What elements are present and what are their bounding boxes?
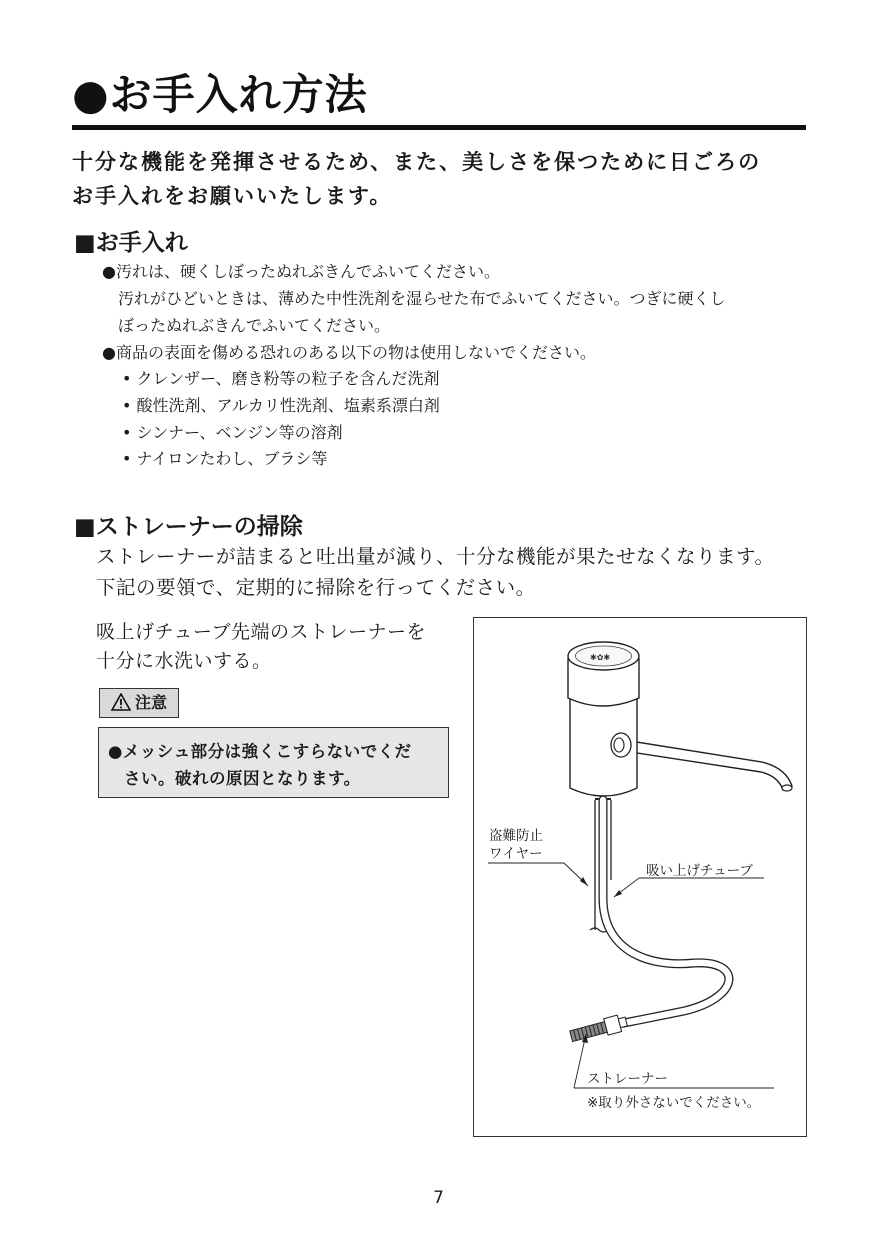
- section-heading-care: ■お手入れ: [74, 230, 188, 256]
- care-bullet-1-line-1: ●汚れは、硬くしぼったぬれぶきんでふいてください。: [102, 262, 500, 281]
- label-suction-tube: 吸い上げチューブ: [646, 863, 753, 879]
- section-heading-strainer: ■ストレーナーの掃除: [74, 514, 303, 540]
- strainer-part: [569, 1013, 628, 1044]
- care-bullet-2-line-1: ●商品の表面を傷める恐れのある以下の物は使用しないでください。: [102, 343, 596, 362]
- spout: [624, 740, 792, 790]
- instruction-line-2: 十分に水洗いする。: [96, 650, 272, 672]
- page-title: ●お手入れ方法: [72, 70, 368, 119]
- strainer-line-1: ストレーナーが詰まると吐出量が減り、十分な機能が果たせなくなります。: [96, 545, 775, 568]
- svg-text:✱✿✱: ✱✿✱: [590, 653, 611, 662]
- caution-box: [98, 727, 449, 798]
- suction-tube: [603, 800, 729, 1023]
- list-item: • シンナー、ベンジン等の溶剤: [122, 423, 343, 442]
- instruction-line-1: 吸上げチューブ先端のストレーナーを: [96, 621, 426, 643]
- label-anti-theft-wire-2: ワイヤー: [489, 846, 543, 862]
- care-bullet-1-line-2: 汚れがひどいときは、薄めた中性洗剤を湿らせた布でふいてください。つぎに硬くし: [118, 289, 726, 308]
- faucet-illustration: [474, 618, 806, 1136]
- label-strainer: ストレーナー: [587, 1071, 668, 1087]
- page-number: 7: [433, 1188, 444, 1208]
- label-do-not-remove: ※取り外さないでください。: [587, 1095, 761, 1111]
- list-item: • ナイロンたわし、ブラシ等: [122, 449, 328, 468]
- list-item: • 酸性洗剤、アルカリ性洗剤、塩素系漂白剤: [122, 396, 440, 415]
- caution-label: [99, 688, 179, 718]
- title-rule: [72, 125, 806, 130]
- intro-line-1: 十分な機能を発揮させるため、また、美しさを保つために日ごろの: [72, 150, 762, 174]
- list-item: • クレンザー、磨き粉等の粒子を含んだ洗剤: [122, 369, 440, 388]
- faucet-diagram: [473, 617, 807, 1137]
- strainer-line-2: 下記の要領で、定期的に掃除を行ってください。: [96, 576, 536, 599]
- caution-line-1: ●メッシュ部分は強くこすらないでくだ: [108, 742, 412, 761]
- intro-line-2: お手入れをお願いいたします。: [72, 184, 393, 208]
- warning-icon: [111, 693, 131, 711]
- care-bullet-1-line-3: ぼったぬれぶきんでふいてください。: [118, 316, 391, 335]
- label-anti-theft-wire-1: 盗難防止: [489, 828, 543, 844]
- caution-label-text: 注意: [134, 693, 167, 712]
- caution-line-2: さい。破れの原因となります。: [124, 769, 361, 788]
